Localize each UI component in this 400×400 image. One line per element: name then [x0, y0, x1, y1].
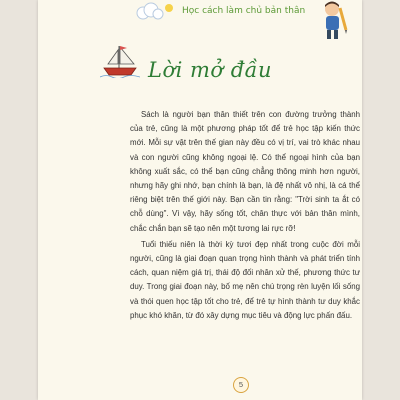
- boy-with-pencil-icon: [318, 0, 348, 42]
- paragraph-2: Tuổi thiếu niên là thời kỳ tươi đẹp nhất trong cuộc đời mỗi người, cũng là giai đoạn quan trọng hình thành và phát triển tính cách, quan niệm giá trị, thái độ đối nhân xử thế, phương thức tư duy. Trong giai đoạn này, bố mẹ nên chú trọng rèn luyện lối sống và thói quen học tập tốt cho trẻ, để trẻ tự hình thành tư duy khắc phục khó khăn, từ đó xây dựng mục tiêu và động lực phấn đấu.: [130, 239, 360, 320]
- paragraph-1: Sách là người bạn thân thiết trên con đường trưởng thành của trẻ, cũng là một phương pháp tốt để trẻ học tập kiến thức mới. Mỗi sự vật trên thế gian này đều có vị trí, vai trò khác nhau và con người cũng không ngoại lệ. Có thể ngoại hình của bạn không xuất sắc, có thể bạn cũng chẳng thông minh hơn người, nhưng hãy ghi nhớ, bạn chính là bạn, là đệ nhất vô nhị, là cá thể riêng biệt trên thế giới này. Bạn cần tin rằng: "Trời sinh ta ắt có chỗ dùng". Vì vậy, hãy sống tốt, chân thực với bản thân mình, chắc chắn bạn sẽ tạo nên một tương lai rực rỡ!: [130, 110, 360, 233]
- sailboat-icon: [100, 44, 140, 78]
- clouds-icon: [134, 2, 178, 22]
- page-number: 5: [233, 377, 249, 393]
- page-heading: Lời mở đầu: [148, 58, 273, 82]
- book-page: [38, 0, 362, 400]
- book-title: Học cách làm chủ bản thân: [182, 6, 306, 16]
- body-text: [130, 108, 360, 323]
- page-header: [38, 0, 362, 26]
